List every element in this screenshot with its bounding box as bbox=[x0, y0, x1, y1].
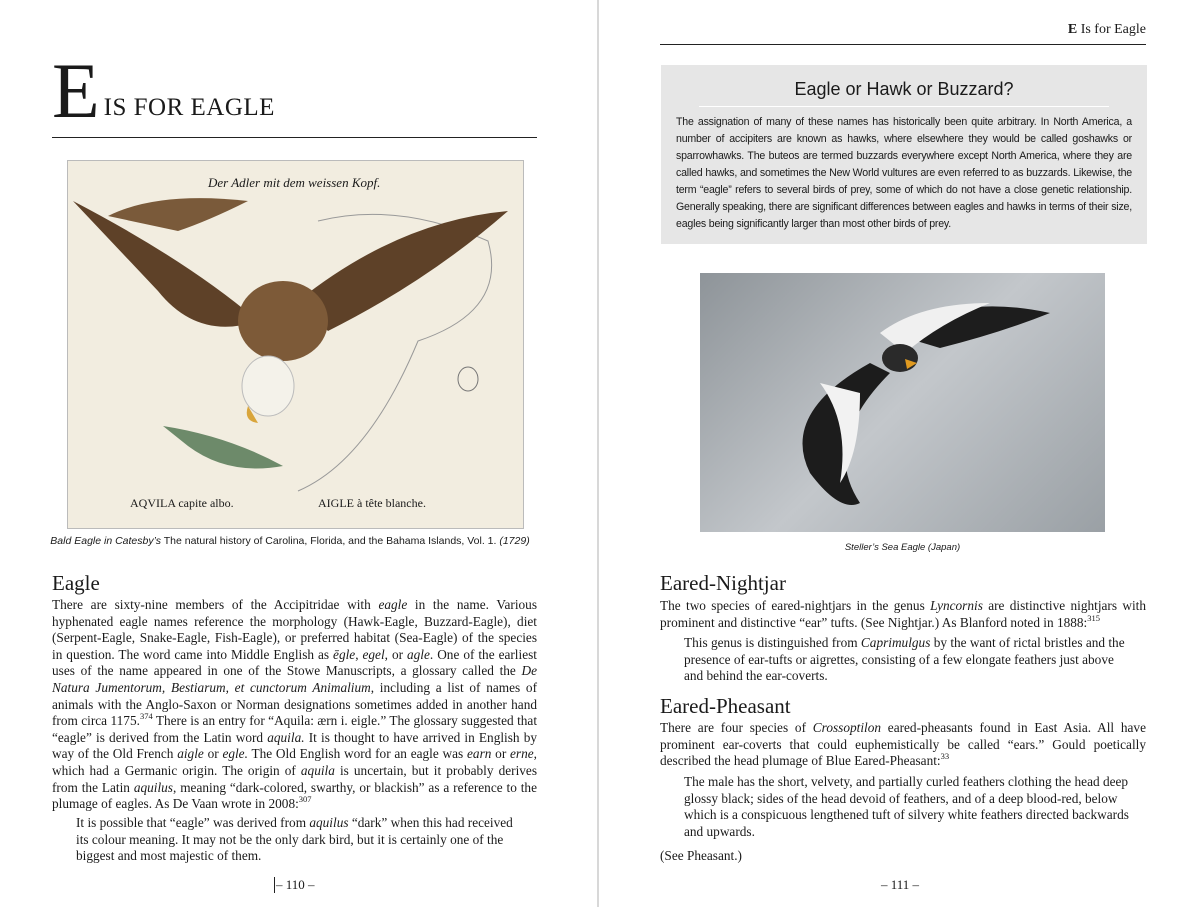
italic-text: Lyncornis bbox=[930, 598, 983, 613]
text-run: This genus is distinguished from bbox=[684, 635, 861, 650]
text-run: The male has the short, velvety, and partially curled feathers clothing the head deep glossy black; sides of the head devoid of feathers, and of a deep blood-red, below which is a conspicuous lengthened tuft of silvery white feathers directed backwards and upwards. bbox=[684, 774, 1129, 839]
italic-text: Bald Eagle in Catesby’s bbox=[50, 535, 162, 547]
text-run: , including a list of names of animals with the Anglo-Saxon or Norman designations sometimes added in another hand from circa 1175. bbox=[52, 679, 537, 729]
text-run: by the want of rictal bristles and the presence of ear-tufts or aigrettes, consisting of a few elongate feathers just above and behind the ear-coverts. bbox=[684, 635, 1125, 684]
title-initial: E bbox=[52, 47, 100, 134]
page-number-110: – 110 – bbox=[276, 877, 315, 892]
eared-pheasant-paragraph bbox=[660, 720, 1146, 770]
header-rule bbox=[660, 44, 1146, 45]
text-run: are distinctive nightjars with prominent and distinctive “ear” tufts. (See Nightjar.) As Blanford noted in 1888: bbox=[660, 598, 1146, 630]
plate-heading: Der Adler mit dem weissen Kopf. bbox=[208, 175, 381, 190]
text-run: The natural history of Carolina, Florida, and the Bahama Islands, Vol. 1. bbox=[161, 535, 500, 547]
text-run: in the name. Various hyphenated eagle names reference the morphology (Hawk-Eagle, Buzzard-Eagle), diet (Serpent-Eagle, Snake-Eagle, Fish-Eagle), or preferred habitat (Sea-Eagle) of the species in question. The word came into Middle English as bbox=[52, 597, 537, 662]
right-page-111 bbox=[600, 0, 1197, 907]
running-head-text: Is for Eagle bbox=[1077, 22, 1146, 37]
text-run: or bbox=[491, 746, 511, 762]
text-run: “dark” when this had received its colour meaning. It may not be the only dark bird, but it is certainly one of the biggest and most majestic of them. bbox=[76, 815, 513, 864]
italic-text: aquila. bbox=[267, 729, 305, 745]
de-vaan-quote bbox=[76, 815, 521, 865]
sidebar-box bbox=[661, 65, 1147, 244]
text-run: , which had a Germanic origin. The origin of bbox=[52, 746, 537, 778]
footnote-ref: 374 bbox=[139, 711, 153, 722]
eagle-fish-illustration bbox=[68, 161, 523, 528]
italic-text: aquila bbox=[300, 762, 335, 778]
italic-text: aquilus bbox=[309, 815, 349, 830]
plate-caption bbox=[30, 535, 550, 547]
title-text: IS FOR EAGLE bbox=[103, 94, 275, 121]
italic-text: ēgle bbox=[333, 646, 356, 662]
sidebar-title: Eagle or Hawk or Buzzard? bbox=[794, 79, 1014, 99]
italic-text: De Natura Jumentorum, Bestiarum, et cunctorum Animalium bbox=[52, 663, 537, 695]
italic-text: eagle bbox=[378, 597, 408, 612]
text-run: , or bbox=[384, 646, 407, 662]
blanford-quote bbox=[684, 635, 1129, 685]
footnote-ref: 315 bbox=[1087, 612, 1101, 623]
page-number-111: – 111 – bbox=[881, 877, 920, 892]
italic-text: Crossoptilon bbox=[812, 720, 882, 735]
text-run: . One of the earliest uses of the name appeared in one of the Stowe Manuscripts, a glossary called the bbox=[52, 646, 537, 679]
entry-heading-eared-pheasant: Eared-Pheasant bbox=[660, 694, 791, 718]
text-run: There are sixty-nine members of the Accipitridae with bbox=[52, 597, 379, 612]
title-rule bbox=[52, 137, 537, 138]
footnote-ref: 33 bbox=[940, 751, 950, 762]
running-head-initial: E bbox=[1067, 22, 1078, 37]
text-run: , meaning “dark-colored, swarthy, or blackish” as a reference to the plumage of eagles. As De Vaan wrote in 2008: bbox=[52, 779, 537, 812]
page-gutter bbox=[597, 0, 599, 907]
italic-text: egle. bbox=[222, 746, 248, 762]
plate-latin-label: AQVILA capite albo. bbox=[130, 496, 234, 510]
text-run: It is thought to have arrived in English by way of the Old French bbox=[52, 729, 538, 762]
italic-text: agle bbox=[407, 646, 430, 662]
sea-eagle-photo bbox=[700, 273, 1105, 532]
sidebar-body: The assignation of many of these names has historically been quite arbitrary. In North America, a number of accipiters are known as hawks, where elsewhere they would be called goshawks or sparrowhawks. The buteos are termed buzzards everywhere except North America, where they are called hawks, and sometimes the New World vultures are even referred to as buzzards. Likewise, the term “eagle” refers to several birds of prey, some of which do not have a close genetic relationship. Generally speaking, there are significant differences between eagles and hawks in terms of their size, eagles being significantly larger than most other birds of prey. bbox=[676, 116, 1132, 230]
entry-heading-eagle: Eagle bbox=[52, 571, 100, 595]
eagle-paragraph bbox=[52, 597, 537, 813]
text-run: eared-pheasants found in East Asia. All have prominent ear-coverts that could euphemistically be called “ears.” Gould poetically described the head plumage of Blue Eared-Pheasant: bbox=[660, 720, 1146, 769]
catesby-plate-image bbox=[67, 160, 524, 529]
sea-eagle-silhouette bbox=[700, 273, 1105, 532]
plate-french-label: AIGLE à tête blanche. bbox=[318, 496, 426, 510]
italic-text: Caprimulgus bbox=[860, 635, 931, 650]
text-run: The two species of eared-nightjars in the genus bbox=[660, 598, 931, 613]
italic-text: (1729) bbox=[499, 535, 530, 547]
italic-text: erne bbox=[510, 746, 534, 762]
italic-text: earn bbox=[467, 746, 492, 762]
italic-text: aigle bbox=[177, 746, 204, 762]
text-run: There are four species of bbox=[660, 720, 813, 735]
running-head bbox=[1068, 22, 1146, 38]
see-also-pheasant: (See Pheasant.) bbox=[660, 848, 742, 863]
eared-nightjar-paragraph bbox=[660, 598, 1146, 631]
italic-text: egel bbox=[362, 646, 385, 662]
text-run: There is an entry for “Aquila: ærn i. eigle.” The glossary suggested that “eagle” is derived from the Latin word bbox=[52, 713, 538, 745]
sidebar-rule bbox=[699, 106, 1109, 107]
entry-heading-eared-nightjar: Eared-Nightjar bbox=[660, 571, 786, 595]
italic-text: aquilus bbox=[133, 779, 173, 795]
left-page-110 bbox=[0, 0, 597, 907]
text-run: is uncertain, but it probably derives from the Latin bbox=[52, 762, 537, 795]
text-run: , bbox=[355, 646, 363, 662]
chapter-title bbox=[52, 47, 275, 134]
text-run: It is possible that “eagle” was derived from bbox=[76, 815, 310, 830]
photo-caption: Steller’s Sea Eagle (Japan) bbox=[844, 542, 961, 553]
gould-quote bbox=[684, 774, 1129, 840]
text-run: or bbox=[203, 746, 223, 762]
footnote-ref: 307 bbox=[298, 794, 312, 805]
text-run: The Old English word for an eagle was bbox=[247, 746, 468, 762]
